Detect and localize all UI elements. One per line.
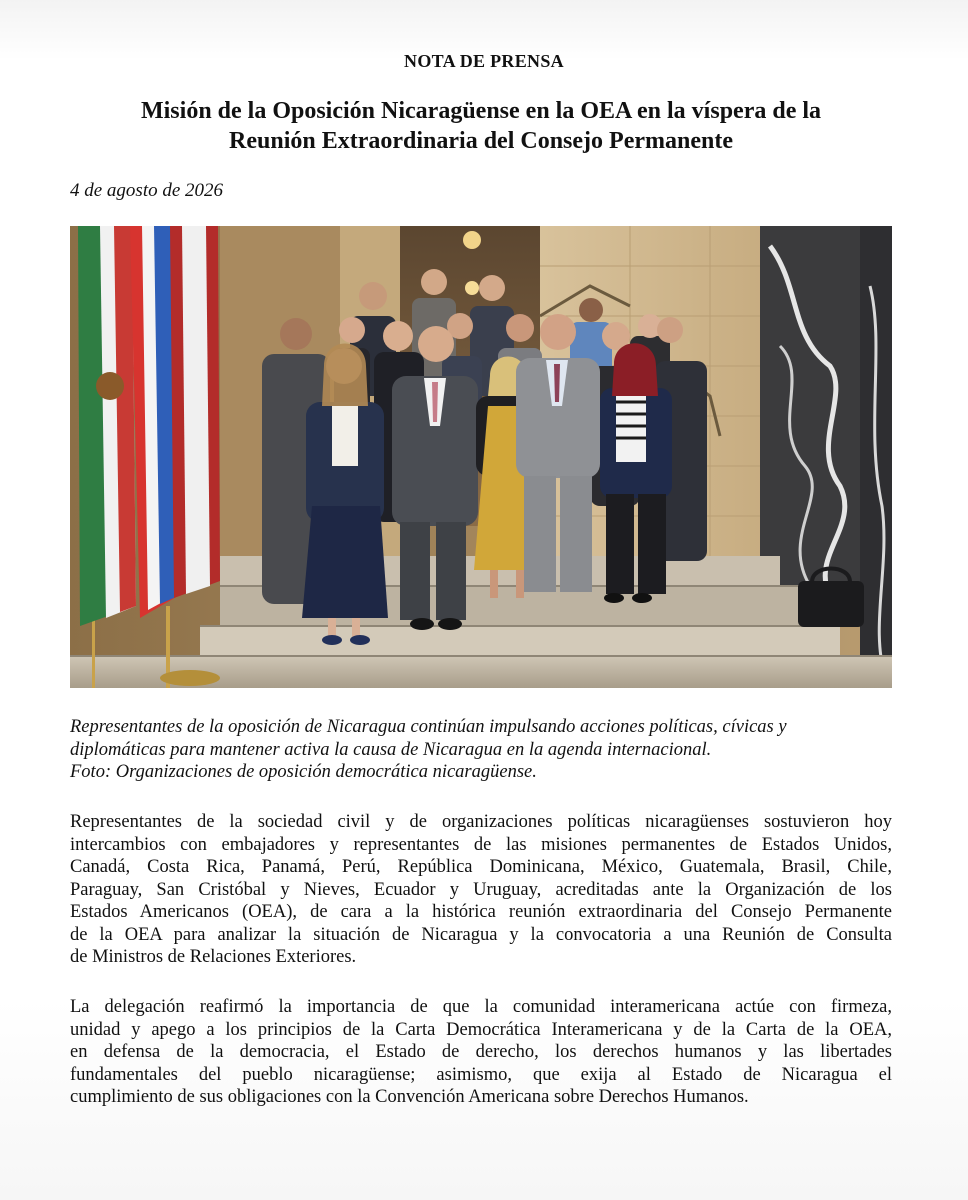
paragraph-line: en defensa de la democracia, el Estado de derecho, los derechos humanos y las libertades <box>70 1042 892 1062</box>
kicker-title: NOTA DE PRENSA <box>404 51 564 71</box>
headline <box>70 96 892 156</box>
body-paragraph-2 <box>70 996 892 1109</box>
group-photo <box>70 226 892 688</box>
body-paragraph-1 <box>70 811 892 969</box>
paragraph-line: Estados Americanos (OEA), de cara a la histórica reunión extraordinaria del Consejo Permanente <box>70 902 892 922</box>
paragraph-line: Canadá, Costa Rica, Panamá, Perú, República Dominicana, México, Guatemala, Brasil, Chile, <box>70 857 892 877</box>
photo-credit: Foto: Organizaciones de oposición democrática nicaragüense. <box>70 762 537 782</box>
paragraph-line: cumplimiento de sus obligaciones con la Convención Americana sobre Derechos Humanos. <box>70 1087 749 1107</box>
photo-caption <box>70 716 892 784</box>
headline-line: Misión de la Oposición Nicaragüense en la OEA en la víspera de la <box>140 98 822 124</box>
paragraph-line: intercambios con embajadores y representantes de las misiones permanentes de Estados Unidos, <box>70 834 892 855</box>
caption-line: Representantes de la oposición de Nicaragua continúan impulsando acciones políticas, cívicas y <box>70 717 787 737</box>
caption-line: diplomáticas para mantener activa la causa de Nicaragua en la agenda internacional. <box>70 739 712 760</box>
paragraph-line: Representantes de la sociedad civil y de organizaciones políticas nicaragüenses sostuvieron hoy <box>70 812 892 832</box>
paragraph-line: unidad y apego a los principios de la Carta Democrática Interamericana y de la Carta de la OEA, <box>70 1019 892 1040</box>
paragraph-line: de Ministros de Relaciones Exteriores. <box>70 947 357 967</box>
paragraph-line: de la OEA para analizar la situación de Nicaragua y la convocatoria a una Reunión de Consulta <box>70 924 892 945</box>
headline-line: Reunión Extraordinaria del Consejo Permanente <box>229 128 733 154</box>
paragraph-line: fundamentales del pueblo nicaragüense; asimismo, que exija al Estado de Nicaragua el <box>70 1064 892 1085</box>
paragraph-line: Paraguay, San Cristóbal y Nieves, Ecuador y Uruguay, acreditadas ante la Organización de los <box>70 879 892 900</box>
paragraph-line: La delegación reafirmó la importancia de que la comunidad interamericana actúe con firmeza, <box>70 997 892 1017</box>
publication-date: 4 de agosto de 2026 <box>70 180 224 201</box>
